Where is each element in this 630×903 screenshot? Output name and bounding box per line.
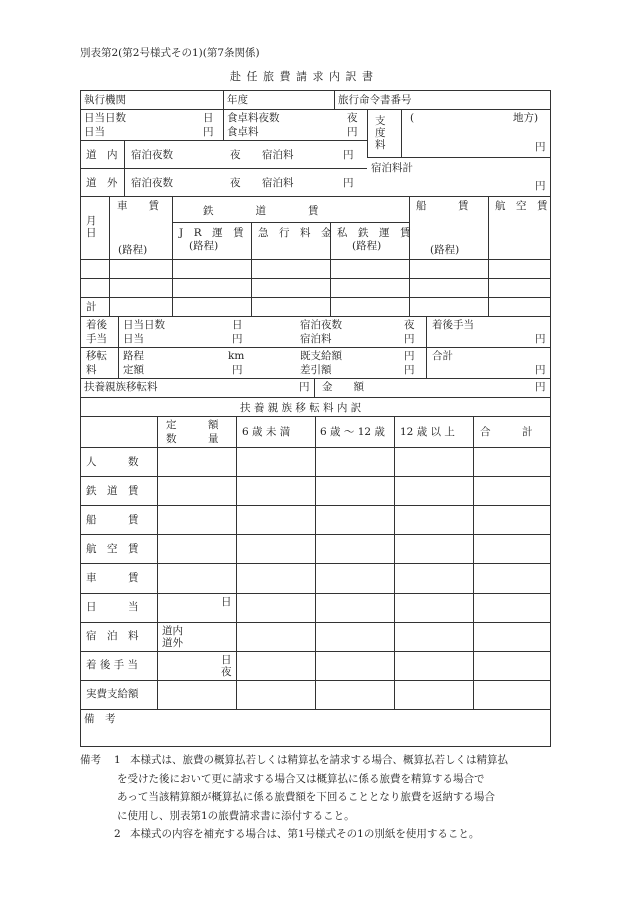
- daily-days-label: 日当日数: [84, 112, 126, 124]
- family-row-unit-2: 夜: [221, 665, 232, 678]
- settle-lodging-label: 宿泊料: [300, 333, 332, 345]
- unit-yen: 円: [535, 141, 546, 153]
- unit-day: 日: [203, 112, 214, 124]
- branch-area-open: (: [410, 112, 415, 124]
- ship-fare-header: 船 賃: [416, 200, 469, 212]
- unit-yen: 円: [232, 333, 243, 345]
- family-row-unit-2: 道外: [162, 636, 183, 649]
- settle-total-label: 合計: [432, 350, 453, 362]
- rail-fare-header: 鉄 道 賃: [203, 205, 319, 217]
- notes-label: 備考: [80, 754, 101, 766]
- arrival-allowance-label-1: 着後: [86, 319, 107, 331]
- meal-label: 食卓料: [227, 126, 259, 138]
- note-1-number: 1: [114, 754, 121, 766]
- date-header: 月日: [86, 215, 97, 239]
- moving-fee-label-2: 料: [86, 364, 97, 376]
- distance-label: 路程: [123, 350, 144, 362]
- lodging-total-label: 宿泊料計: [371, 162, 413, 174]
- difference-label: 差引額: [300, 364, 332, 376]
- unit-yen: 円: [343, 177, 354, 189]
- unit-yen: 円: [404, 364, 415, 376]
- in-prefecture-label: 道 内: [86, 149, 118, 161]
- quantity-header: 数 量: [166, 433, 219, 445]
- settle-daily-label: 日当: [123, 333, 144, 345]
- unit-yen: 円: [535, 381, 546, 393]
- age-6-to-12-header: 6 歳 〜 12 歳: [320, 426, 385, 438]
- lodging-nights-label: 宿泊夜数: [131, 177, 173, 189]
- fixed-amount-label: 定額: [123, 364, 144, 376]
- branch-area-close: 地方): [513, 112, 539, 124]
- unit-night: 夜: [347, 112, 358, 124]
- car-fare-header: 車 賃: [117, 200, 159, 212]
- org-label: 執行機関: [84, 94, 126, 106]
- jr-fare-header: J R 運 賃: [179, 227, 244, 239]
- unit-yen: 円: [535, 180, 546, 192]
- daily-label: 日当: [84, 126, 105, 138]
- moving-fee-label-1: 移転: [86, 350, 107, 362]
- under-6-header: 6 歳 未 満: [242, 426, 291, 438]
- unit-yen: 円: [347, 126, 358, 138]
- unit-day: 日: [232, 319, 243, 331]
- family-row-unit-1: 日: [221, 653, 232, 666]
- over-12-header: 12 歳 以 上: [400, 426, 455, 438]
- already-paid-label: 既支給額: [300, 350, 342, 362]
- lodging-nights-label: 宿泊夜数: [131, 149, 173, 161]
- family-row-label: 宿 泊 料: [86, 630, 139, 643]
- order-number-label: 旅行命令書番号: [338, 94, 412, 106]
- family-row-unit-1: 道内: [162, 624, 183, 637]
- route-label: (路程): [430, 244, 460, 256]
- unit-night: 夜: [230, 149, 241, 161]
- arrival-allowance-total-label: 着後手当: [432, 319, 474, 331]
- family-row-label: 航 空 賃: [86, 542, 139, 555]
- unit-yen: 円: [535, 364, 546, 376]
- unit-yen: 円: [404, 333, 415, 345]
- unit-km: km: [228, 350, 245, 362]
- note-1-line-3: あって当該精算額が概算払に係る旅費額を下回ることとなり旅費を返納する場合: [117, 791, 495, 803]
- transport-total-label: 計: [86, 301, 97, 313]
- arrival-allowance-label-2: 手当: [86, 333, 107, 345]
- note-1-line-4: に使用し、別表第1の旅費請求書に添付すること。: [117, 809, 355, 822]
- settle-daily-days-label: 日当日数: [123, 319, 165, 331]
- family-row-label: 船 賃: [86, 513, 139, 526]
- form-reference: 別表第2(第2号様式その1)(第7条関係): [80, 47, 260, 59]
- note-2-number: 2: [114, 828, 121, 840]
- family-row-label: 鉄 道 賃: [86, 484, 139, 497]
- unit-yen: 円: [299, 381, 310, 393]
- family-breakdown-title: 扶 養 親 族 移 転 料 内 訳: [240, 402, 362, 414]
- family-total-header: 合 計: [480, 426, 533, 438]
- out-prefecture-label: 道 外: [86, 177, 118, 189]
- unit-night: 夜: [230, 177, 241, 189]
- remarks-label: 備 考: [84, 713, 116, 725]
- fixed-amount-header: 定 額: [166, 419, 219, 431]
- family-row-label: 車 賃: [86, 572, 139, 584]
- unit-yen: 円: [404, 350, 415, 362]
- family-row-label: 人 数: [86, 455, 139, 468]
- meal-nights-label: 食卓料夜数: [227, 112, 280, 124]
- family-row-unit-1: 日: [221, 595, 232, 608]
- amount-label: 金 額: [322, 381, 364, 393]
- family-row-label: 日 当: [86, 601, 139, 614]
- route-label: (路程): [189, 240, 219, 252]
- route-label: (路程): [352, 240, 382, 252]
- year-label: 年度: [227, 94, 248, 106]
- air-fare-header: 航 空 賃: [495, 200, 548, 212]
- family-row-label: 着 後 手 当: [86, 659, 139, 672]
- note-1-line-1: 本様式は、旅費の概算払若しくは精算払を請求する場合、概算払若しくは精算払: [130, 754, 508, 766]
- unit-night: 夜: [404, 319, 415, 331]
- lodging-fee-label: 宿泊料: [262, 149, 294, 161]
- family-moving-fee-label: 扶養親族移転料: [84, 381, 158, 393]
- branch-fee-label: 支度料: [375, 115, 386, 151]
- unit-yen: 円: [232, 364, 243, 376]
- note-1-line-2: を受けた後において更に請求する場合又は概算払に係る旅費を精算する場合で: [117, 772, 485, 785]
- family-row-label: 実費支給額: [86, 688, 139, 701]
- unit-yen: 円: [343, 149, 354, 161]
- unit-yen: 円: [535, 333, 546, 345]
- note-2-line-1: 本様式の内容を補充する場合は、第1号様式その1の別紙を使用すること。: [130, 828, 480, 840]
- route-label: (路程): [118, 244, 148, 256]
- unit-yen: 円: [203, 126, 214, 138]
- private-rail-header: 私 鉄 運 賃: [337, 227, 411, 239]
- page-title: 赴 任 旅 費 請 求 内 訳 書: [230, 70, 374, 83]
- lodging-fee-label: 宿泊料: [262, 177, 294, 189]
- express-fee-header: 急 行 料 金: [258, 227, 332, 239]
- settle-lodging-nights-label: 宿泊夜数: [300, 319, 342, 331]
